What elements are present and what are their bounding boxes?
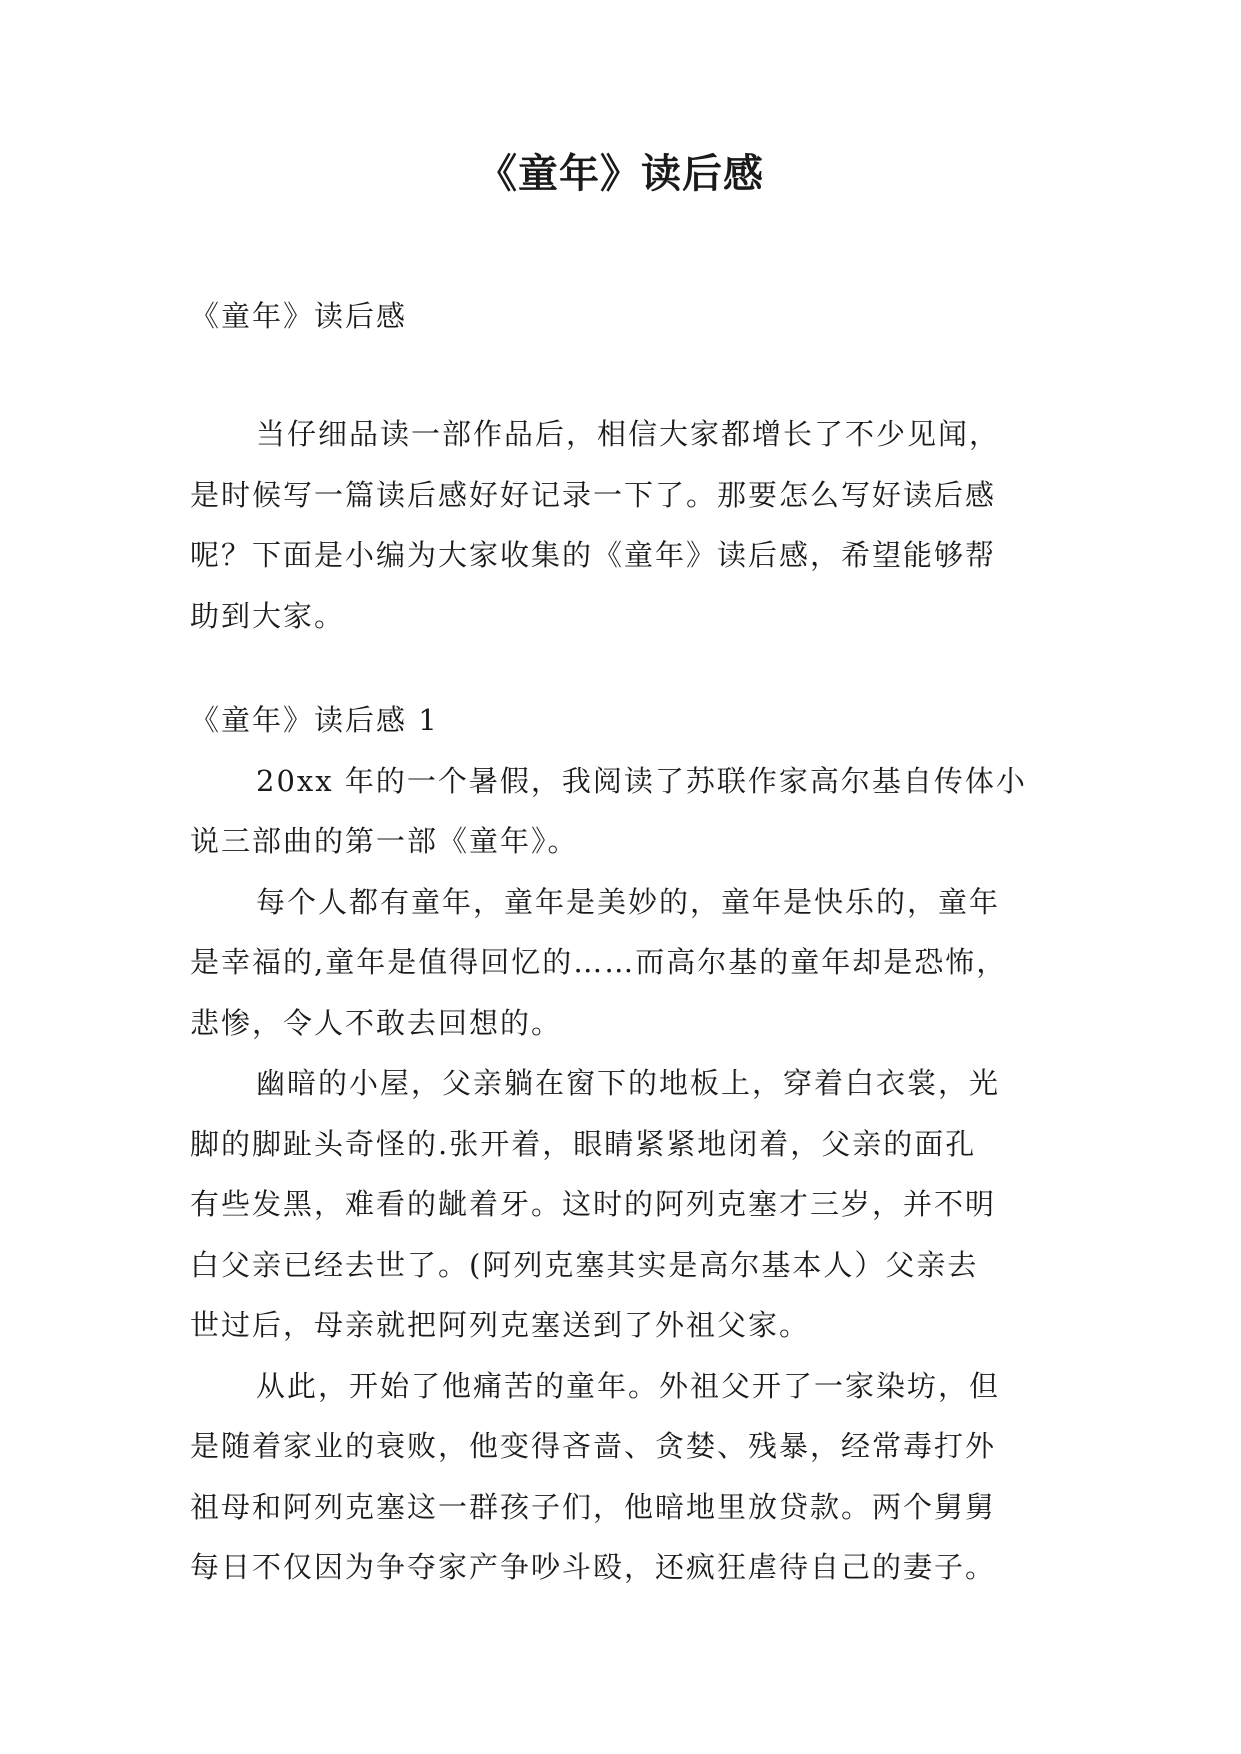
paragraph-line: 每日不仅因为争夺家产争吵斗殴，还疯狂虐待自己的妻子。 <box>190 1550 997 1584</box>
paragraph-line: 白父亲已经去世了。(阿列克塞其实是高尔基本人）父亲去 <box>190 1247 979 1282</box>
paragraph-line: 祖母和阿列克塞这一群孩子们，他暗地里放贷款。两个舅舅 <box>190 1489 997 1524</box>
paragraph-line: 幽暗的小屋，父亲躺在窗下的地板上，穿着白衣裳，光 <box>256 1066 1001 1100</box>
section-heading: 《童年》读后感 1 <box>190 703 439 737</box>
intro-paragraph <box>190 404 1070 646</box>
paragraph-line: 说三部曲的第一部《童年》。 <box>190 824 579 858</box>
paragraph-line: 是随着家业的衰败，他变得吝啬、贪婪、残暴，经常毒打外 <box>190 1429 997 1463</box>
intro-line: 当仔细品读一部作品后，相信大家都增长了不少见闻， <box>256 417 1001 451</box>
document-subtitle: 《童年》读后感 <box>190 299 408 333</box>
intro-line: 呢？下面是小编为大家收集的《童年》读后感，希望能够帮 <box>190 538 997 572</box>
paragraph-line: 从此，开始了他痛苦的童年。外祖父开了一家染坊，但 <box>256 1368 1001 1403</box>
paragraph-line: 20xx 年的一个暑假，我阅读了苏联作家高尔基自传体小 <box>256 763 1027 798</box>
paragraph-line: 世过后，母亲就把阿列克塞送到了外祖父家。 <box>190 1308 811 1342</box>
document-title: 《童年》读后感 <box>477 150 764 197</box>
paragraph-line: 每个人都有童年，童年是美妙的，童年是快乐的，童年 <box>256 884 1001 919</box>
paragraph-line: 是幸福的,童年是值得回忆的……而高尔基的童年却是恐怖， <box>190 945 1008 979</box>
paragraph-line: 有些发黑，难看的龇着牙。这时的阿列克塞才三岁，并不明 <box>190 1187 997 1221</box>
paragraph-line: 脚的脚趾头奇怪的.张开着，眼睛紧紧地闭着，父亲的面孔 <box>190 1126 977 1161</box>
section-1 <box>190 690 1070 1598</box>
paragraph-line: 悲惨，令人不敢去回想的。 <box>190 1005 563 1040</box>
intro-line: 助到大家。 <box>190 598 346 633</box>
intro-line: 是时候写一篇读后感好好记录一下了。那要怎么写好读后感 <box>190 477 997 512</box>
